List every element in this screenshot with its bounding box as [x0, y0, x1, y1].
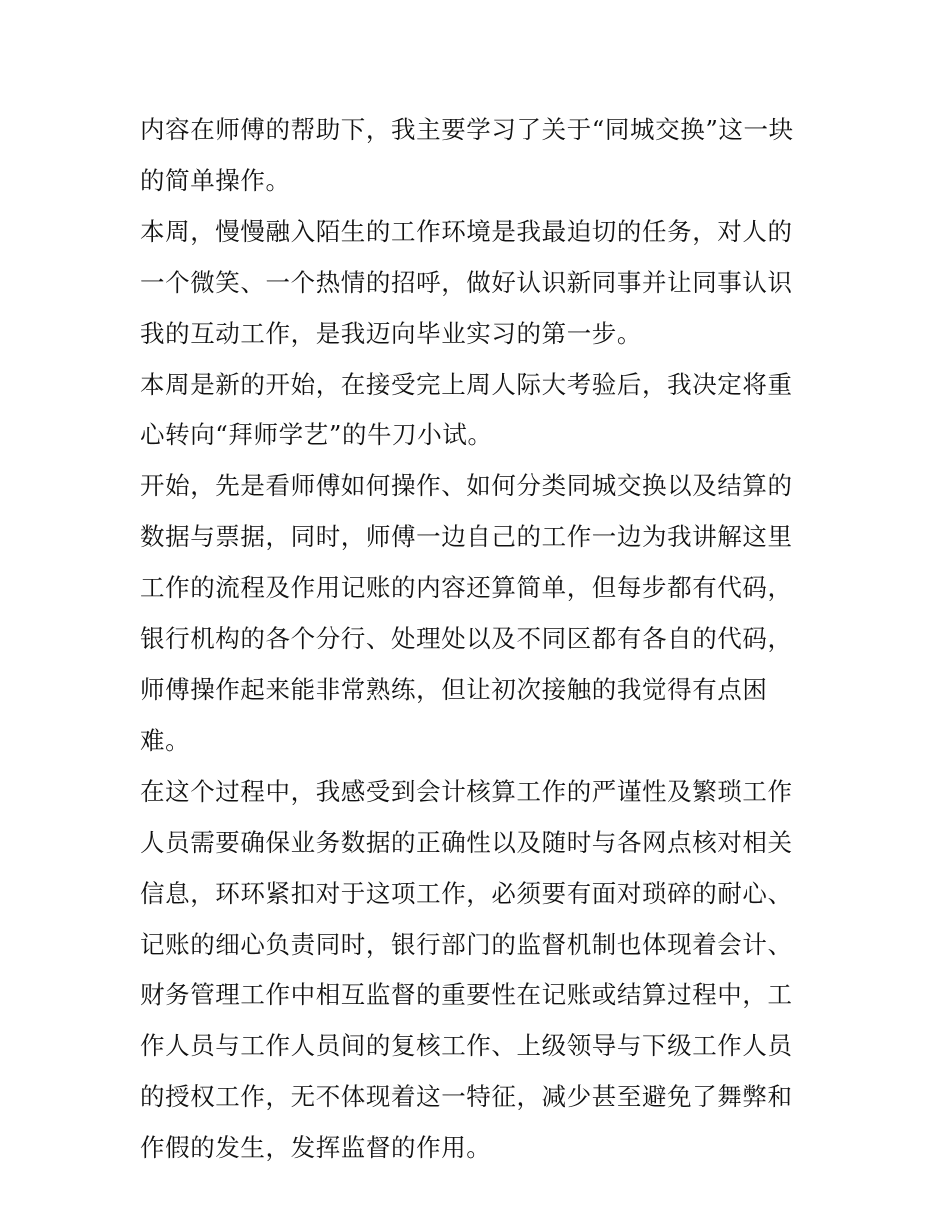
paragraph: 开始，先是看师傅如何操作、如何分类同城交换以及结算的数据与票据，同时，师傅一边自己的工作一边为我讲解这里工作的流程及作用记账的内容还算简单，但每步都有代码，银行机构的各个分行、处理处以及不同区都有各自的代码，师傅操作起来能非常熟练，但让初次接触的我觉得有点困难。 — [140, 471, 793, 755]
paragraph: 在这个过程中，我感受到会计核算工作的严谨性及繁琐工作人员需要确保业务数据的正确性以及随时与各网点核对相关信息，环环紧扣对于这项工作，必须要有面对琐碎的耐心、记账的细心负责同时，银行部门的监督机制也体现着会计、财务管理工作中相互监督的重要性在记账或结算过程中，工作人员与工作人员间的复核工作、上级领导与下级工作人员的授权工作，无不体现着这一特征，减少甚至避免了舞弊和作假的发生，发挥监督的作用。 — [140, 776, 793, 1163]
paragraph: 内容在师傅的帮助下，我主要学习了关于“同城交换”这一块的简单操作。 — [140, 115, 794, 195]
paragraph: 本周，慢慢融入陌生的工作环境是我最迫切的任务，对人的一个微笑、一个热情的招呼，做好认识新同事并让同事认识我的互动工作，是我迈向毕业实习的第一步。 — [140, 216, 793, 348]
paragraph: 本周是新的开始，在接受完上周人际大考验后，我决定将重心转向“拜师学艺”的牛刀小试。 — [140, 369, 793, 450]
document-body — [140, 105, 815, 1174]
